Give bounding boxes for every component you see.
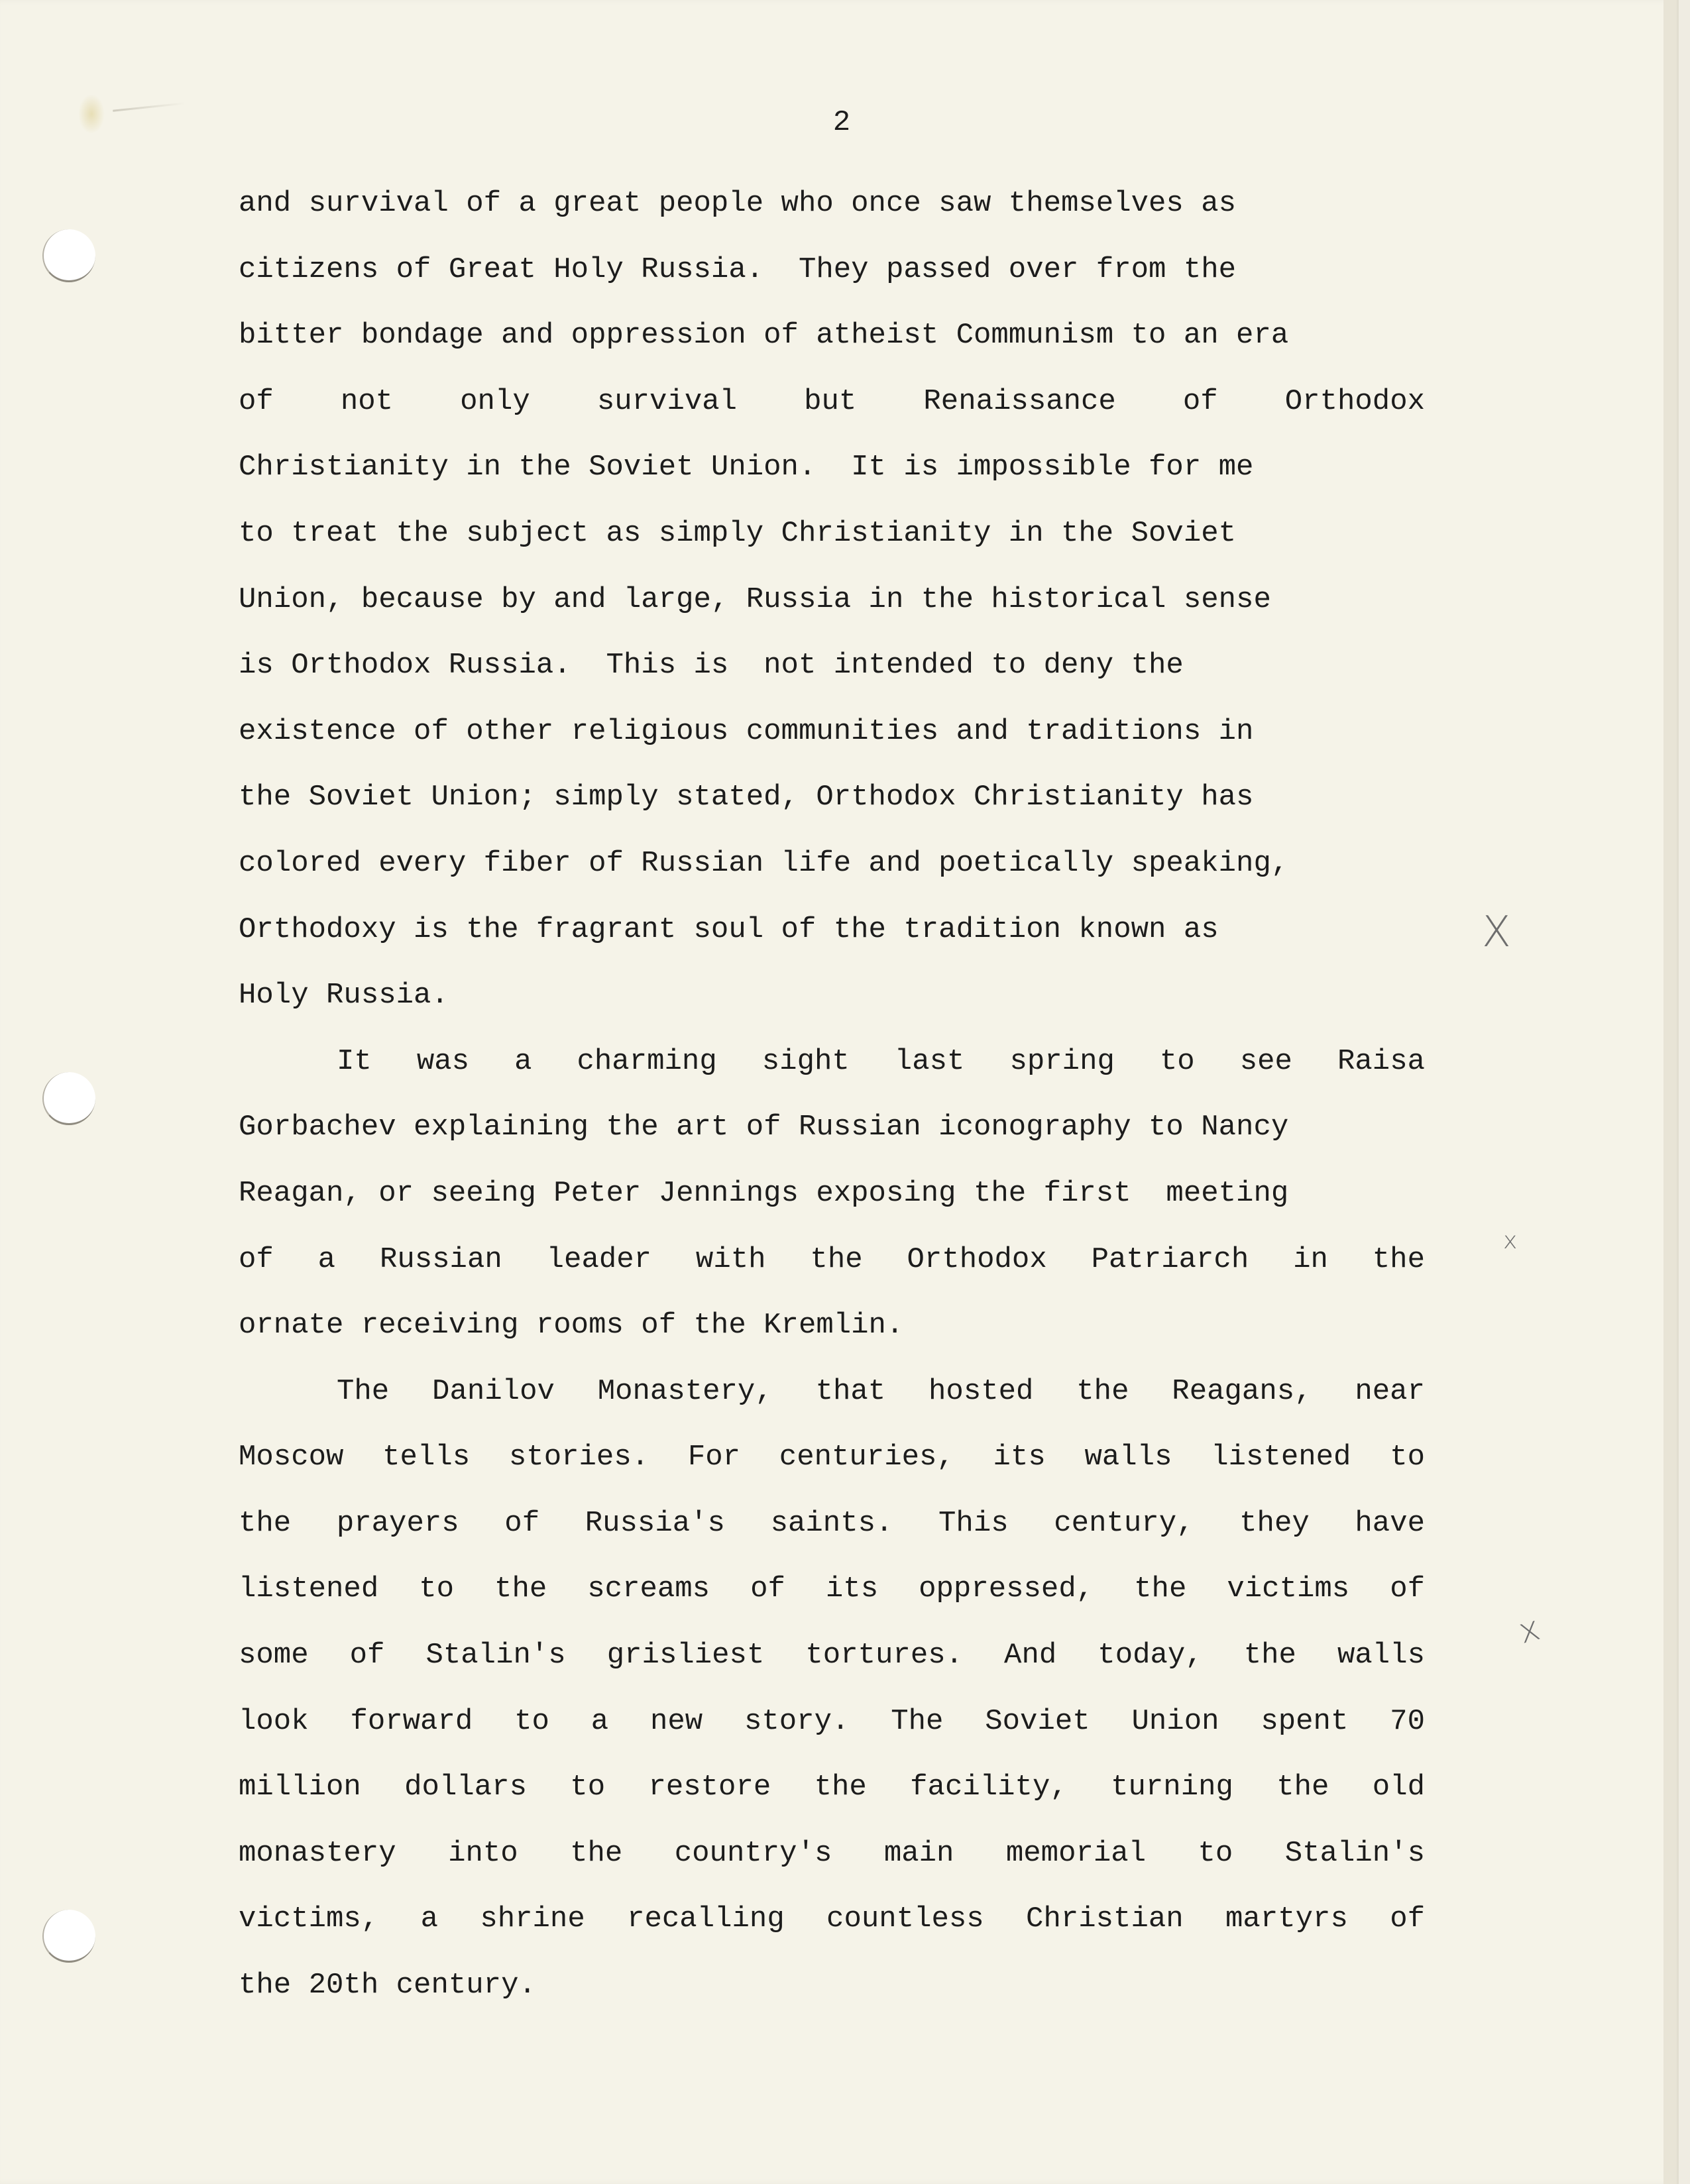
text-line: Orthodoxy is the fragrant soul of the tradition known as (239, 912, 1219, 946)
text-line: to treat the subject as simply Christianity in the Soviet (239, 516, 1237, 550)
text-line: Union, because by and large, Russia in the historical sense (239, 582, 1271, 616)
margin-mark: x (1514, 1608, 1545, 1652)
text-line: Holy Russia. (239, 979, 449, 1012)
text-line: some of Stalin's grisliest tortures. And today, the walls (239, 1639, 1425, 1672)
text-line: citizens of Great Holy Russia. They passed over from the (239, 252, 1237, 286)
text-line: bitter bondage and oppression of atheist Communism to an era (239, 319, 1289, 353)
text-line: the 20th century. (239, 1969, 536, 2002)
page-number: 2 (832, 106, 851, 139)
text-line: million dollars to restore the facility, turning the old (239, 1771, 1425, 1804)
page-edge (1663, 0, 1677, 2184)
text-line: and survival of a great people who once saw themselves as (239, 187, 1237, 220)
punch-hole-middle (42, 1072, 95, 1125)
text-line: is Orthodox Russia. This is not intended to deny the (239, 649, 1184, 682)
text-line: Reagan, or seeing Peter Jennings exposing the first meeting (239, 1176, 1289, 1210)
punch-hole-bottom (42, 1910, 95, 1963)
text-line: of not only survival but Renaissance of Orthodox (239, 384, 1425, 418)
text-line: Gorbachev explaining the art of Russian iconography to Nancy (239, 1111, 1289, 1144)
text-line: Moscow tells stories. For centuries, its walls listened to (239, 1441, 1425, 1474)
text-line: Christianity in the Soviet Union. It is impossible for me (239, 451, 1254, 484)
margin-mark: X (1482, 908, 1511, 957)
text-line: It was a charming sight last spring to see Raisa (337, 1044, 1425, 1078)
margin-mark: x (1503, 1227, 1518, 1254)
paper-stain (78, 94, 105, 134)
text-line: listened to the screams of its oppressed, the victims of (239, 1572, 1425, 1606)
text-line: ornate receiving rooms of the Kremlin. (239, 1309, 904, 1342)
text-line: the prayers of Russia's saints. This century, they have (239, 1506, 1425, 1540)
punch-hole-top (42, 229, 95, 282)
text-line: of a Russian leader with the Orthodox Patriarch in the (239, 1242, 1425, 1276)
text-line: look forward to a new story. The Soviet Union spent 70 (239, 1704, 1425, 1738)
paper-mark (113, 102, 186, 111)
text-line: victims, a shrine recalling countless Christian martyrs of (239, 1902, 1425, 1936)
text-line: The Danilov Monastery, that hosted the Reagans, near (337, 1374, 1425, 1408)
text-line: the Soviet Union; simply stated, Orthodox Christianity has (239, 781, 1254, 814)
text-line: existence of other religious communities and traditions in (239, 714, 1254, 748)
text-line: monastery into the country's main memorial to Stalin's (239, 1836, 1425, 1870)
body-text (239, 171, 1425, 2019)
text-line: colored every fiber of Russian life and poetically speaking, (239, 846, 1289, 880)
